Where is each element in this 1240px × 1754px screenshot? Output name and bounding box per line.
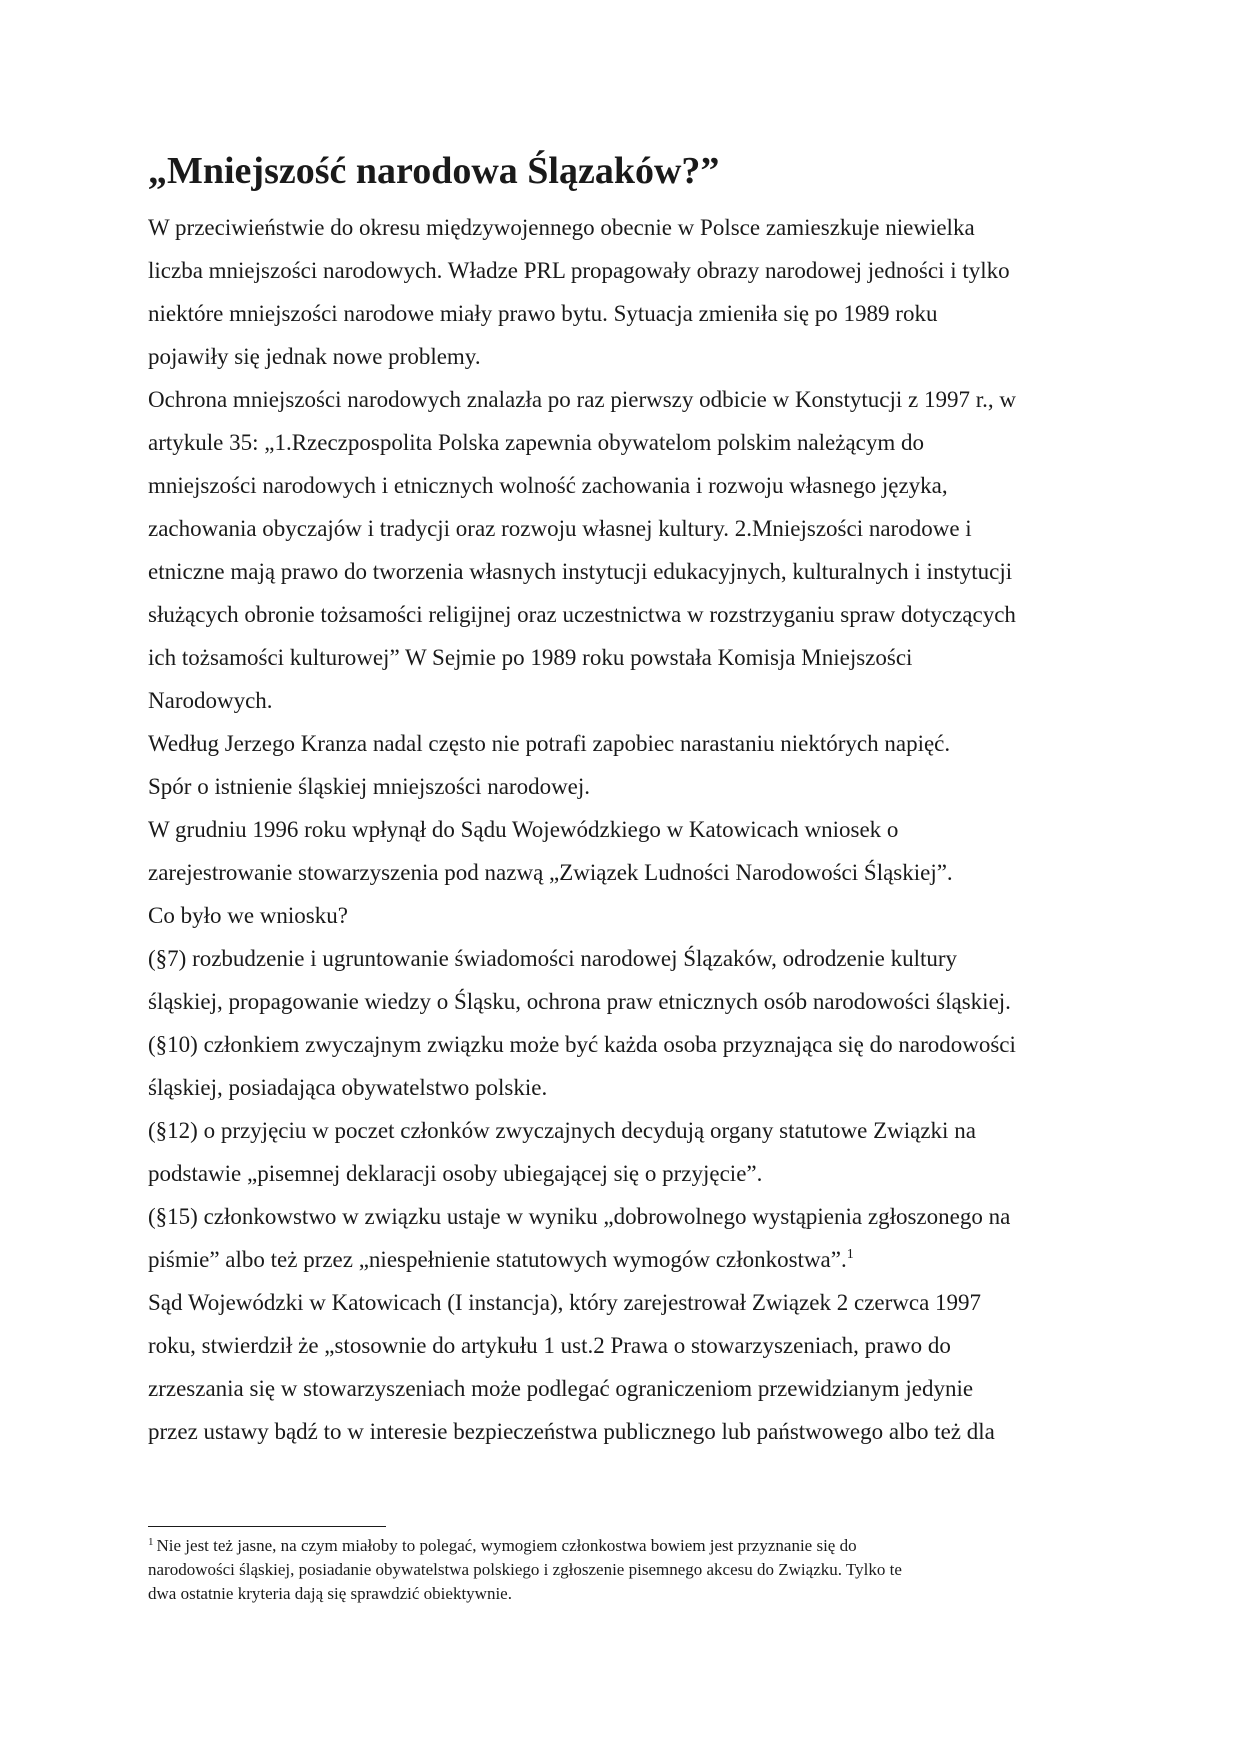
text-line: Narodowych. bbox=[148, 688, 273, 713]
text-line: W przeciwieństwie do okresu międzywojennego obecnie w Polsce zamieszkuje niewielka bbox=[148, 215, 975, 240]
text-line: (§12) o przyjęciu w poczet członków zwyczajnych decydują organy statutowe Związki na bbox=[148, 1118, 976, 1143]
text-line: śląskiej, propagowanie wiedzy o Śląsku, ochrona praw etnicznych osób narodowości śląskiej. bbox=[148, 989, 1011, 1014]
footnote-separator bbox=[148, 1526, 386, 1527]
text-line: przez ustawy bądź to w interesie bezpieczeństwa publicznego lub państwowego albo też dla bbox=[148, 1419, 995, 1444]
text-line: W grudniu 1996 roku wpłynął do Sądu Wojewódzkiego w Katowicach wniosek o bbox=[148, 817, 899, 842]
text-line: Według Jerzego Kranza nadal często nie potrafi zapobiec narastaniu niektórych napięć. bbox=[148, 731, 951, 756]
text-line: liczba mniejszości narodowych. Władze PRL propagowały obrazy narodowej jedności i tylko bbox=[148, 258, 1010, 283]
text-line: śląskiej, posiadająca obywatelstwo polskie. bbox=[148, 1075, 548, 1100]
text-line: (§10) członkiem zwyczajnym związku może być każda osoba przyznająca się do narodowości bbox=[148, 1032, 1016, 1057]
text-line: zrzeszania się w stowarzyszeniach może podlegać ograniczeniom przewidzianym jedynie bbox=[148, 1376, 974, 1401]
text-line: etniczne mają prawo do tworzenia własnych instytucji edukacyjnych, kulturalnych i instytucji bbox=[148, 559, 1013, 584]
footnote bbox=[148, 1534, 1088, 1606]
text-line: służących obronie tożsamości religijnej oraz uczestnictwa w rozstrzyganiu spraw dotyczących bbox=[148, 602, 1016, 627]
text-line-with-footnote bbox=[148, 1238, 1088, 1281]
text-line: mniejszości narodowych i etnicznych wolność zachowania i rozwoju własnego języka, bbox=[148, 473, 948, 498]
text-line: podstawie „pisemnej deklaracji osoby ubiegającej się o przyjęcie”. bbox=[148, 1161, 763, 1186]
text-line: zarejestrowanie stowarzyszenia pod nazwą „Związek Ludności Narodowości Śląskiej”. bbox=[148, 860, 953, 885]
text-line-content: piśmie” albo też przez „niespełnienie statutowych wymogów członkostwa”. bbox=[148, 1247, 847, 1272]
text-line: (§7) rozbudzenie i ugruntowanie świadomości narodowej Ślązaków, odrodzenie kultury bbox=[148, 946, 958, 971]
document-title: „Mniejszość narodowa Ślązaków?” bbox=[148, 150, 720, 192]
text-line: ich tożsamości kulturowej” W Sejmie po 1989 roku powstała Komisja Mniejszości bbox=[148, 645, 913, 670]
text-line: Ochrona mniejszości narodowych znalazła po raz pierwszy odbicie w Konstytucji z 1997 r., w bbox=[148, 387, 1016, 412]
text-line: artykule 35: „1.Rzeczpospolita Polska zapewnia obywatelom polskim należącym do bbox=[148, 430, 925, 455]
footnote-number: 1 bbox=[148, 1536, 154, 1548]
footnote-line: dwa ostatnie kryteria dają się sprawdzić obiektywnie. bbox=[148, 1584, 512, 1603]
footnote-text: Nie jest też jasne, na czym miałoby to polegać, wymogiem członkostwa bowiem jest przyznanie się do bbox=[156, 1536, 857, 1555]
text-line: (§15) członkowstwo w związku ustaje w wyniku „dobrowolnego wystąpienia zgłoszonego na bbox=[148, 1204, 1011, 1229]
text-line: zachowania obyczajów i tradycji oraz rozwoju własnej kultury. 2.Mniejszości narodowe i bbox=[148, 516, 972, 541]
footnote-reference[interactable]: 1 bbox=[846, 1247, 854, 1262]
text-line: Spór o istnienie śląskiej mniejszości narodowej. bbox=[148, 774, 591, 799]
footnote-line: narodowości śląskiej, posiadanie obywatelstwa polskiego i zgłoszenie pisemnego akcesu do Związku. Tylko te bbox=[148, 1560, 902, 1579]
footnote-line bbox=[148, 1534, 1088, 1558]
document-body bbox=[148, 206, 1088, 1453]
text-line: Sąd Wojewódzki w Katowicach (I instancja), który zarejestrował Związek 2 czerwca 1997 bbox=[148, 1290, 982, 1315]
text-line: Co było we wniosku? bbox=[148, 903, 348, 928]
text-line: roku, stwierdził że „stosownie do artykułu 1 ust.2 Prawa o stowarzyszeniach, prawo do bbox=[148, 1333, 951, 1358]
text-line: niektóre mniejszości narodowe miały prawo bytu. Sytuacja zmieniła się po 1989 roku bbox=[148, 301, 938, 326]
text-line: pojawiły się jednak nowe problemy. bbox=[148, 344, 481, 369]
